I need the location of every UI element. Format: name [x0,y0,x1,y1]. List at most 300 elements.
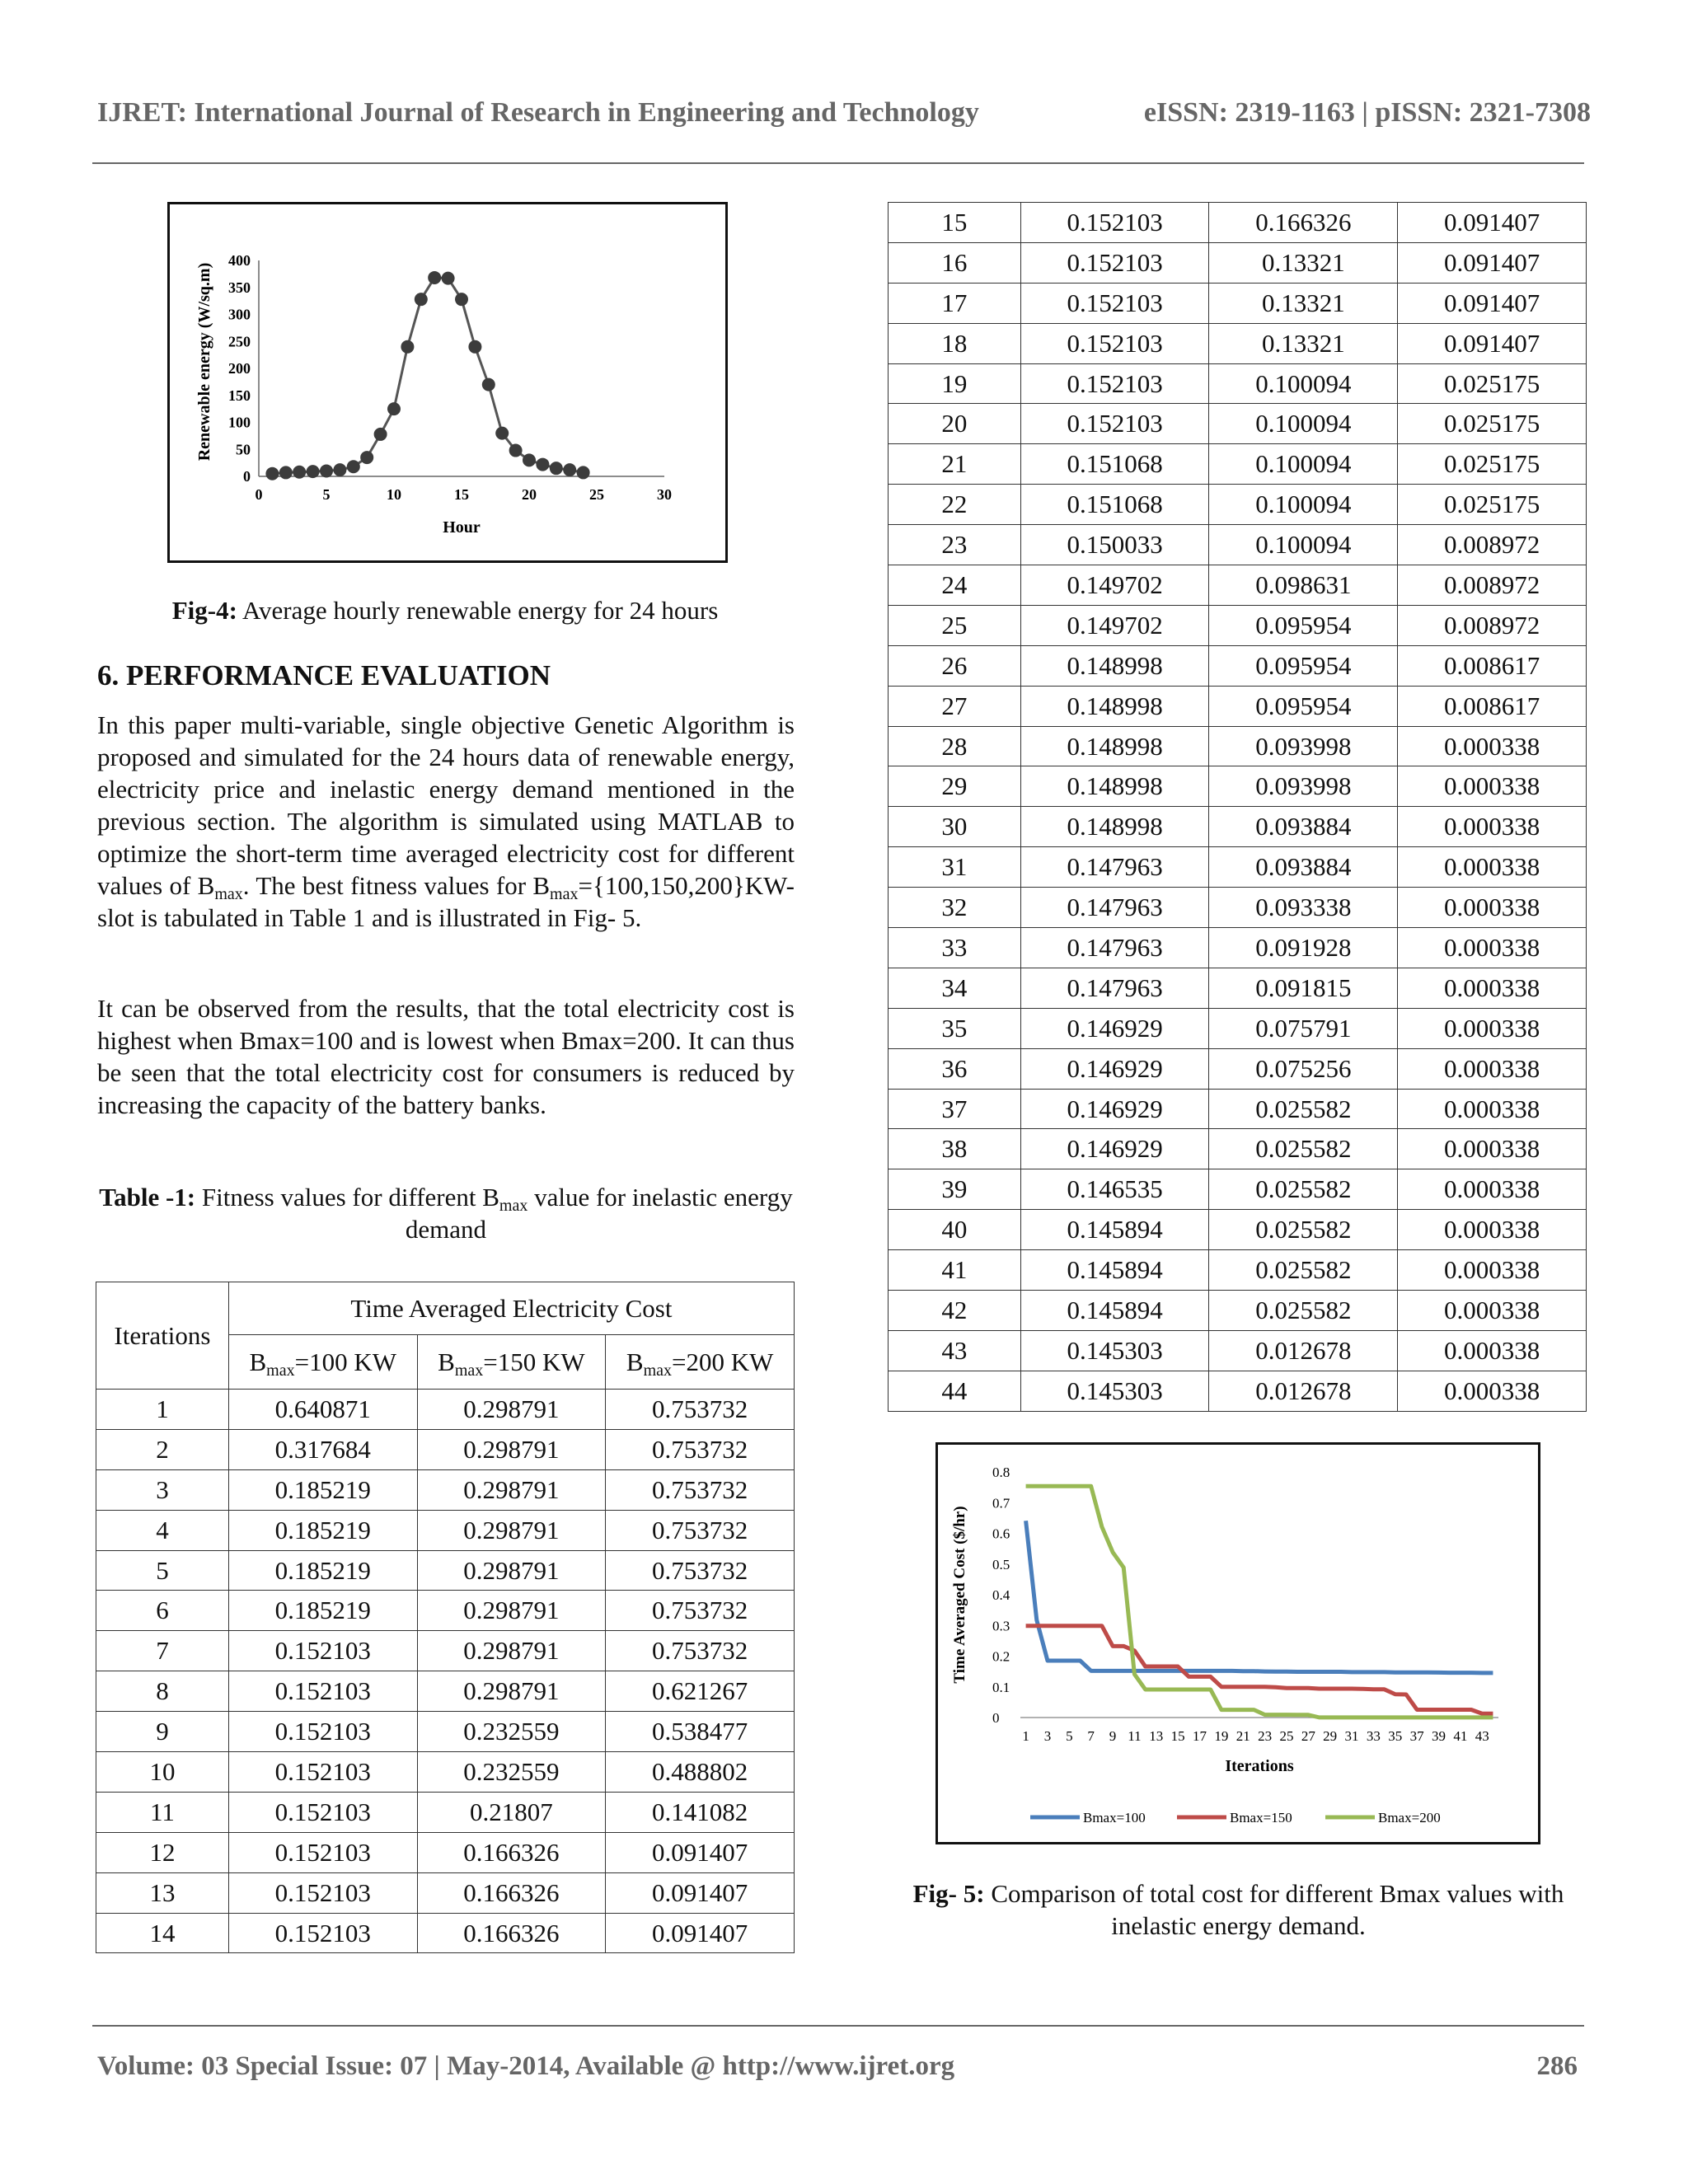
table-row [96,1510,795,1550]
data-point [320,464,333,477]
table-row [889,1048,1587,1089]
bmax100-cell: 0.146535 [1020,1169,1209,1210]
bmax100-cell: 0.152103 [1020,203,1209,243]
iteration-cell: 28 [889,726,1021,766]
data-point [333,463,346,476]
x-tick-label: 33 [1366,1728,1381,1744]
bmax100-cell: 0.151068 [1020,485,1209,525]
bmax150-cell: 0.025582 [1209,1169,1398,1210]
bmax100-cell: 0.152103 [1020,404,1209,444]
x-tick-label: 15 [454,486,469,503]
series-line-bmax-100 [1026,1521,1493,1673]
table-row [889,1291,1587,1331]
bmax150-cell: 0.166326 [1209,203,1398,243]
iteration-cell: 41 [889,1250,1021,1291]
bmax200-cell: 0.621267 [606,1671,795,1712]
data-point [563,463,576,476]
series-line-bmax-200 [1026,1486,1493,1718]
bmax200-cell: 0.000338 [1398,1330,1587,1371]
iteration-cell: 37 [889,1089,1021,1129]
iteration-cell: 23 [889,525,1021,565]
x-tick-label: 39 [1432,1728,1446,1744]
bmax150-cell: 0.166326 [417,1872,606,1913]
iteration-cell: 25 [889,605,1021,645]
y-tick-label: 350 [228,279,251,296]
bmax150-cell: 0.100094 [1209,444,1398,485]
bmax100-cell: 0.185219 [228,1510,417,1550]
bmax100-cell: 0.152103 [1020,242,1209,283]
bmax150-cell: 0.232559 [417,1712,606,1752]
bmax100-cell: 0.152103 [1020,283,1209,323]
x-tick-label: 35 [1388,1728,1403,1744]
y-tick-label: 0.6 [992,1526,1010,1542]
bmax200-cell: 0.091407 [1398,323,1587,363]
data-point [455,293,468,306]
iteration-cell: 36 [889,1048,1021,1089]
bmax100-cell: 0.317684 [228,1429,417,1469]
iteration-cell: 3 [96,1469,229,1510]
x-tick-label: 5 [322,486,331,503]
x-tick-label: 23 [1258,1728,1273,1744]
y-tick-label: 250 [228,333,251,350]
x-tick-label: 43 [1475,1728,1489,1744]
x-tick-label: 25 [1279,1728,1294,1744]
table1-caption-sub: max [499,1197,528,1215]
x-tick-label: 31 [1344,1728,1359,1744]
bmax200-cell: 0.000338 [1398,1169,1587,1210]
bmax150-cell: 0.095954 [1209,686,1398,726]
table-row [889,1330,1587,1371]
iteration-cell: 34 [889,968,1021,1008]
bmax150-cell: 0.13321 [1209,242,1398,283]
bmax150-cell: 0.298791 [417,1429,606,1469]
bmax150-cell: 0.298791 [417,1510,606,1550]
table-row [889,485,1587,525]
paragraph-2: It can be observed from the results, that the total electricity cost is highest when Bmax=100 and is lowest when Bmax=200. It can thus be seen that the total electricity cost for consumers is reduced by increasing the capacity of the battery banks. [97,994,795,1119]
iteration-cell: 30 [889,807,1021,847]
bmax200-cell: 0.025175 [1398,444,1587,485]
table-row [889,847,1587,888]
table-row [889,1210,1587,1250]
bmax150-cell: 0.025582 [1209,1250,1398,1291]
table-row [889,928,1587,968]
y-tick-label: 300 [228,306,251,323]
bmax100-cell: 0.145894 [1020,1250,1209,1291]
bmax200-cell: 0.488802 [606,1752,795,1793]
table-row [889,525,1587,565]
table-row [96,1550,795,1591]
x-tick-label: 0 [255,486,263,503]
table1-header-row [96,1282,795,1335]
header-rule [92,162,1584,164]
iteration-cell: 12 [96,1832,229,1872]
bmax150-cell: 0.232559 [417,1752,606,1793]
bmax100-cell: 0.148998 [1020,807,1209,847]
table-row [889,323,1587,363]
data-point [374,428,387,441]
bmax200-cell: 0.000338 [1398,847,1587,888]
bmax200-cell: 0.000338 [1398,1008,1587,1048]
bmax100-cell: 0.147963 [1020,847,1209,888]
x-tick-label: 27 [1301,1728,1315,1744]
table1-caption-text-b: value for inelastic energy demand [405,1183,793,1244]
bmax100-cell: 0.147963 [1020,968,1209,1008]
bmax100-cell: 0.151068 [1020,444,1209,485]
x-tick-label: 29 [1323,1728,1338,1744]
x-tick-label: 19 [1214,1728,1229,1744]
bmax100-cell: 0.145303 [1020,1371,1209,1411]
iteration-cell: 42 [889,1291,1021,1331]
iteration-cell: 7 [96,1631,229,1671]
y-tick-label: 0.5 [992,1556,1010,1572]
header-bmax-200: $B_{max}=200$ KW [606,1335,795,1390]
bmax150-cell: 0.091928 [1209,928,1398,968]
iteration-cell: 11 [96,1792,229,1832]
bmax150-cell: 0.100094 [1209,404,1398,444]
bmax200-cell: 0.538477 [606,1712,795,1752]
bmax200-cell: 0.025175 [1398,404,1587,444]
bmax200-cell: 0.025175 [1398,485,1587,525]
bmax200-cell: 0.141082 [606,1792,795,1832]
bmax100-cell: 0.152103 [228,1752,417,1793]
bmax150-cell: 0.298791 [417,1469,606,1510]
bmax150-cell: 0.100094 [1209,525,1398,565]
iteration-cell: 39 [889,1169,1021,1210]
legend-label: Bmax=100 [1083,1810,1146,1825]
iteration-cell: 18 [889,323,1021,363]
fig5-caption-label: Fig- 5: [912,1879,985,1908]
iteration-cell: 4 [96,1510,229,1550]
table-row [889,686,1587,726]
bmax200-cell: 0.000338 [1398,1048,1587,1089]
table1-caption [97,1182,795,1246]
iteration-cell: 40 [889,1210,1021,1250]
fig5-caption-text: Comparison of total cost for different Bmax values with inelastic energy demand. [984,1879,1564,1940]
data-point [347,460,360,473]
bmax150-cell: 0.100094 [1209,485,1398,525]
table1-part2 [888,202,1587,1412]
bmax200-cell: 0.753732 [606,1550,795,1591]
table-row [889,807,1587,847]
table1-caption-text-a: Fitness values for different B [195,1183,499,1212]
bmax100-cell: 0.185219 [228,1469,417,1510]
bmax100-cell: 0.147963 [1020,888,1209,928]
table-row [889,726,1587,766]
y-tick-label: 0 [992,1710,1000,1726]
y-tick-label: 400 [228,252,251,269]
page-number: 286 [1536,2051,1578,2081]
bmax200-cell: 0.000338 [1398,1291,1587,1331]
table-row [889,404,1587,444]
bmax150-cell: 0.13321 [1209,323,1398,363]
paragraph-1 [97,709,795,934]
bmax150-cell: 0.166326 [417,1913,606,1953]
bmax150-cell: 0.298791 [417,1631,606,1671]
data-point [550,462,563,475]
bmax100-cell: 0.149702 [1020,565,1209,606]
table-row [96,1712,795,1752]
y-tick-label: 0 [243,468,251,485]
x-tick-label: 21 [1236,1728,1250,1744]
bmax100-cell: 0.152103 [228,1792,417,1832]
bmax100-cell: 0.145894 [1020,1291,1209,1331]
bmax150-cell: 0.025582 [1209,1129,1398,1169]
bmax150-cell: 0.012678 [1209,1371,1398,1411]
x-tick-label: 30 [657,486,672,503]
bmax200-cell: 0.025175 [1398,363,1587,404]
bmax200-cell: 0.753732 [606,1631,795,1671]
x-tick-label: 13 [1149,1728,1164,1744]
bmax200-cell: 0.000338 [1398,1089,1587,1129]
table-row [889,203,1587,243]
x-tick-label: 3 [1043,1728,1052,1744]
fig4-chart [170,204,725,560]
x-tick-label: 7 [1087,1728,1095,1744]
y-tick-label: 50 [236,441,251,458]
iteration-cell: 32 [889,888,1021,928]
bmax100-cell: 0.145894 [1020,1210,1209,1250]
table-row [889,242,1587,283]
bmax100-cell: 0.146929 [1020,1129,1209,1169]
table-row [889,1089,1587,1129]
bmax100-cell: 0.185219 [228,1591,417,1631]
table-row [889,766,1587,807]
table-row [96,1752,795,1793]
iteration-cell: 38 [889,1129,1021,1169]
bmax150-cell: 0.025582 [1209,1291,1398,1331]
bmax200-cell: 0.000338 [1398,1129,1587,1169]
iteration-cell: 35 [889,1008,1021,1048]
x-tick-label: 37 [1409,1728,1424,1744]
data-point [307,465,320,478]
para1-sub-b: max [550,885,579,903]
iteration-cell: 20 [889,404,1021,444]
table-row [96,1631,795,1671]
iteration-cell: 15 [889,203,1021,243]
bmax100-cell: 0.185219 [228,1550,417,1591]
data-point [279,466,293,479]
iteration-cell: 22 [889,485,1021,525]
data-point [401,340,414,354]
bmax100-cell: 0.148998 [1020,726,1209,766]
bmax150-cell: 0.298791 [417,1550,606,1591]
para1-text-a: In this paper multi-variable, single objective Genetic Algorithm is proposed and simulated for the 24 hours data of renewable energy, electricity price and inelastic energy demand mentioned in the previous section. The algorithm is simulated using MATLAB to optimize the short-term time averaged electricity cost for different values of B [97,710,795,900]
bmax150-cell: 0.075256 [1209,1048,1398,1089]
legend-label: Bmax=200 [1378,1810,1441,1825]
iteration-cell: 1 [96,1390,229,1430]
table1-part1 [96,1282,795,1953]
table-row [889,1008,1587,1048]
bmax200-cell: 0.091407 [1398,283,1587,323]
journal-title: IJRET: International Journal of Research in Engineering and Technology [97,97,979,128]
bmax200-cell: 0.753732 [606,1469,795,1510]
iteration-cell: 9 [96,1712,229,1752]
data-point [577,466,590,479]
bmax150-cell: 0.025582 [1209,1089,1398,1129]
data-point [265,467,279,480]
table-row [889,968,1587,1008]
data-point [415,293,428,306]
bmax200-cell: 0.000338 [1398,968,1587,1008]
bmax200-cell: 0.091407 [1398,203,1587,243]
header-bmax-150: $B_{max}=150$ KW [417,1335,606,1390]
bmax150-cell: 0.093884 [1209,807,1398,847]
iteration-cell: 2 [96,1429,229,1469]
iteration-cell: 26 [889,645,1021,686]
fig5-caption [890,1878,1587,1943]
data-point [523,453,536,466]
legend-label: Bmax=150 [1230,1810,1292,1825]
iteration-cell: 17 [889,283,1021,323]
table-row [889,888,1587,928]
table-row [96,1591,795,1631]
fig4-frame [167,202,728,563]
iteration-cell: 16 [889,242,1021,283]
bmax200-cell: 0.008972 [1398,565,1587,606]
bmax100-cell: 0.148998 [1020,645,1209,686]
table-row [889,363,1587,404]
table-row [889,565,1587,606]
iteration-cell: 8 [96,1671,229,1712]
table-row [889,1169,1587,1210]
y-axis-title: Renewable energy (W/sq.m) [195,262,213,462]
bmax100-cell: 0.146929 [1020,1089,1209,1129]
bmax100-cell: 0.146929 [1020,1048,1209,1089]
bmax100-cell: 0.152103 [228,1671,417,1712]
iteration-cell: 5 [96,1550,229,1591]
issn-info: eISSN: 2319-1163 | pISSN: 2321-7308 [1143,97,1591,128]
y-tick-label: 150 [228,387,251,404]
bmax150-cell: 0.298791 [417,1390,606,1430]
bmax150-cell: 0.093338 [1209,888,1398,928]
bmax200-cell: 0.008972 [1398,525,1587,565]
bmax150-cell: 0.075791 [1209,1008,1398,1048]
bmax200-cell: 0.008617 [1398,645,1587,686]
iteration-cell: 24 [889,565,1021,606]
iteration-cell: 6 [96,1591,229,1631]
iteration-cell: 13 [96,1872,229,1913]
bmax100-cell: 0.152103 [228,1631,417,1671]
fig5-frame [935,1442,1540,1844]
bmax200-cell: 0.091407 [606,1872,795,1913]
para1-text-b: . The best fitness values for B [242,871,551,900]
table-row [889,605,1587,645]
bmax100-cell: 0.147963 [1020,928,1209,968]
bmax100-cell: 0.150033 [1020,525,1209,565]
bmax100-cell: 0.146929 [1020,1008,1209,1048]
bmax200-cell: 0.000338 [1398,928,1587,968]
bmax100-cell: 0.640871 [228,1390,417,1430]
y-tick-label: 0.3 [992,1618,1010,1634]
bmax200-cell: 0.000338 [1398,888,1587,928]
y-tick-label: 0.1 [992,1679,1010,1695]
data-point [293,466,306,479]
y-tick-label: 0.4 [992,1587,1010,1603]
bmax200-cell: 0.000338 [1398,726,1587,766]
iteration-cell: 33 [889,928,1021,968]
table-row [96,1469,795,1510]
bmax200-cell: 0.091407 [606,1832,795,1872]
x-tick-label: 20 [522,486,537,503]
bmax200-cell: 0.753732 [606,1591,795,1631]
data-point [482,378,495,391]
bmax150-cell: 0.095954 [1209,645,1398,686]
data-point [360,451,373,464]
bmax150-cell: 0.025582 [1209,1210,1398,1250]
table-row [889,1371,1587,1411]
y-tick-label: 0.8 [992,1465,1010,1480]
bmax150-cell: 0.012678 [1209,1330,1398,1371]
fig4-caption-label: Fig-4: [171,596,237,625]
bmax150-cell: 0.091815 [1209,968,1398,1008]
para1-sub-a: max [214,885,243,903]
iteration-cell: 21 [889,444,1021,485]
fig5-chart [938,1445,1538,1842]
bmax150-cell: 0.098631 [1209,565,1398,606]
bmax100-cell: 0.152103 [228,1832,417,1872]
section-title: 6. PERFORMANCE EVALUATION [97,659,551,691]
x-tick-label: 1 [1022,1728,1029,1744]
y-tick-label: 100 [228,414,251,431]
bmax100-cell: 0.152103 [228,1712,417,1752]
bmax150-cell: 0.298791 [417,1671,606,1712]
para1-text-c: ={100,150,200}KW-slot is tabulated in Table 1 and is illustrated in Fig- 5. [97,871,795,932]
bmax100-cell: 0.148998 [1020,686,1209,726]
data-point [468,340,481,354]
x-tick-label: 9 [1109,1728,1117,1744]
x-axis-title: Iterations [1225,1757,1294,1775]
table-row [889,645,1587,686]
table-row [96,1792,795,1832]
header-iterations: Iterations [96,1282,229,1390]
data-point [509,444,523,457]
bmax200-cell: 0.000338 [1398,1210,1587,1250]
bmax200-cell: 0.753732 [606,1510,795,1550]
table1-caption-label: Table -1: [99,1183,196,1212]
x-tick-label: 11 [1128,1728,1142,1744]
x-tick-label: 17 [1193,1728,1207,1744]
table-row [889,1250,1587,1291]
iteration-cell: 10 [96,1752,229,1793]
bmax150-cell: 0.093884 [1209,847,1398,888]
iteration-cell: 14 [96,1913,229,1953]
iteration-cell: 19 [889,363,1021,404]
bmax150-cell: 0.093998 [1209,766,1398,807]
bmax150-cell: 0.095954 [1209,605,1398,645]
bmax200-cell: 0.008617 [1398,686,1587,726]
y-tick-label: 200 [228,360,251,377]
bmax100-cell: 0.152103 [1020,323,1209,363]
bmax200-cell: 0.753732 [606,1390,795,1430]
bmax100-cell: 0.152103 [228,1913,417,1953]
data-point [536,458,549,471]
iteration-cell: 27 [889,686,1021,726]
header-time-averaged-cost: Time Averaged Electricity Cost [228,1282,794,1335]
data-point [428,271,441,284]
bmax100-cell: 0.148998 [1020,766,1209,807]
data-point [387,402,401,415]
footer-rule [92,2025,1584,2027]
table-row [96,1913,795,1953]
footer-volume: Volume: 03 Special Issue: 07 | May-2014, Available @ http://www.ijret.org [97,2051,955,2081]
x-tick-label: 25 [589,486,604,503]
x-tick-label: 41 [1453,1728,1468,1744]
bmax150-cell: 0.21807 [417,1792,606,1832]
table-row [889,283,1587,323]
y-tick-label: 0.7 [992,1495,1010,1511]
bmax100-cell: 0.145303 [1020,1330,1209,1371]
bmax150-cell: 0.13321 [1209,283,1398,323]
